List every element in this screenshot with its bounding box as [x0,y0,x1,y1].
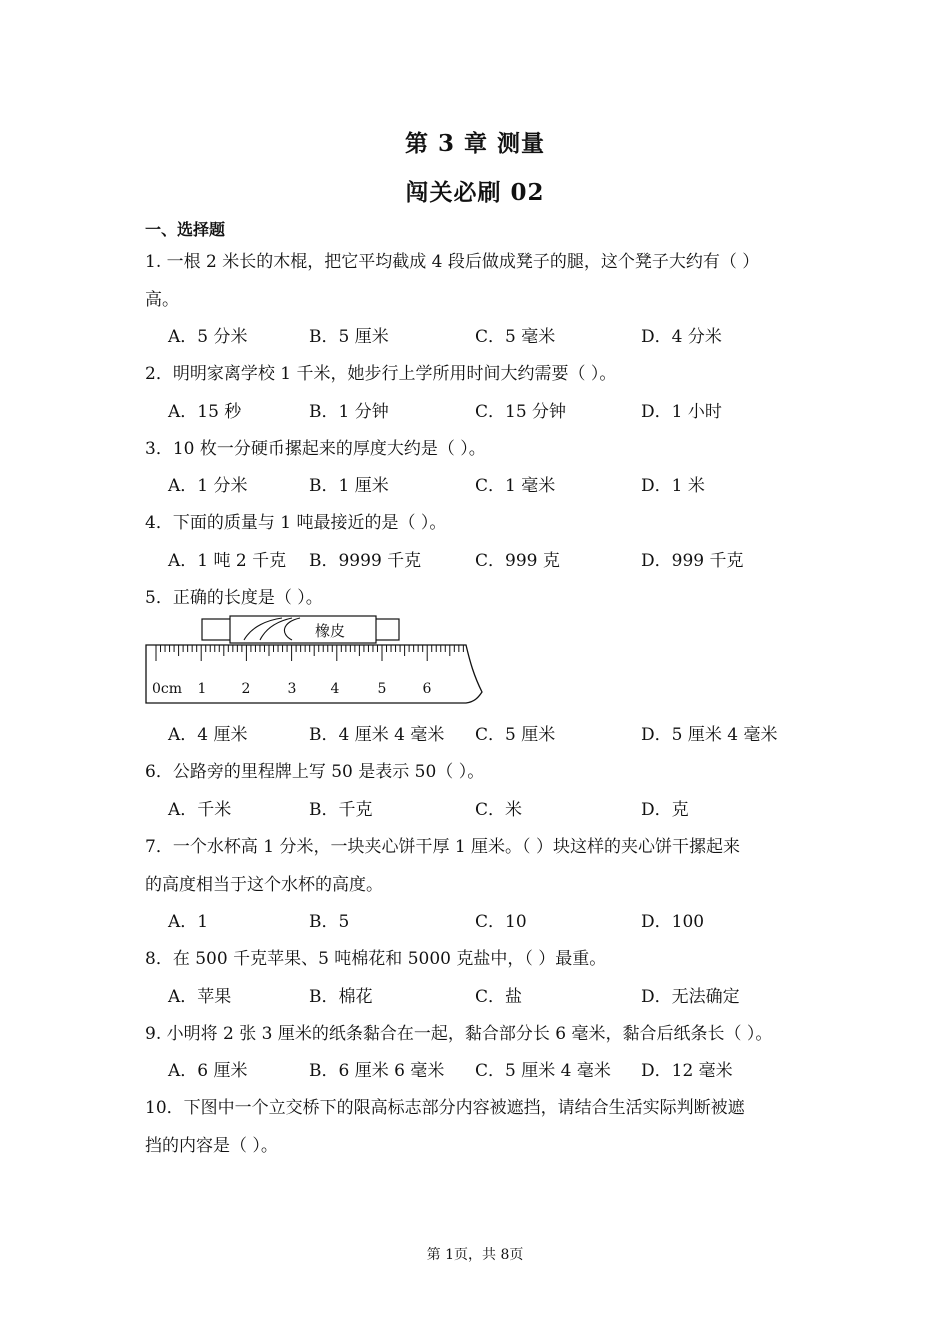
option-a[interactable]: A．1 [168,912,209,932]
question-10-line-2: 挡的内容是（ ）。 [145,1136,278,1156]
option-b[interactable]: B．9999 千克 [309,551,422,571]
question-5-options [168,720,848,744]
option-c[interactable]: C．5 毫米 [475,327,556,347]
option-b[interactable]: B．1 厘米 [309,476,389,496]
ruler-label-5: 5 [377,681,387,697]
option-c[interactable]: C．1 毫米 [475,476,556,496]
question-6-line-1: 6．公路旁的里程牌上写 50 是表示 50（ ）。 [145,762,485,782]
question-7-line-2: 的高度相当于这个水杯的高度。 [145,875,383,895]
option-b[interactable]: B．棉花 [309,987,373,1007]
option-b[interactable]: B．5 [309,912,350,932]
question-10-line-1: 10．下图中一个立交桥下的限高标志部分内容被遮挡，请结合生活实际判断被遮 [145,1098,745,1118]
option-d[interactable]: D．无法确定 [641,987,740,1007]
option-d[interactable]: D．999 千克 [641,551,744,571]
ruler-label-1: 1 [197,681,207,697]
ruler-label-3: 3 [287,681,297,697]
ruler-label-0cm: 0cm [152,681,183,697]
option-c[interactable]: C．10 [475,912,527,932]
question-3-options [168,471,848,495]
option-a[interactable]: A．4 厘米 [168,725,248,745]
option-a[interactable]: A．千米 [168,800,232,820]
question-5-line-1: 5．正确的长度是（ ）。 [145,588,323,608]
question-7-options [168,907,848,931]
ruler-eraser-figure [140,612,490,710]
option-b[interactable]: B．4 厘米 4 毫米 [309,725,445,745]
option-c[interactable]: C．5 厘米 4 毫米 [475,1061,611,1081]
question-9-line-1: 9. 小明将 2 张 3 厘米的纸条黏合在一起，黏合部分长 6 毫米，黏合后纸条长（ ）。 [145,1024,773,1044]
question-4-line-1: 4．下面的质量与 1 吨最接近的是（ ）。 [145,513,447,533]
question-1-line-1: 1. 一根 2 米长的木棍，把它平均截成 4 段后做成凳子的腿，这个凳子大约有（ ） [145,252,760,272]
option-b[interactable]: B．千克 [309,800,373,820]
option-c[interactable]: C．15 分钟 [475,402,567,422]
section-heading: 一、选择题 [145,220,226,239]
option-a[interactable]: A．5 分米 [168,327,248,347]
option-a[interactable]: A．15 秒 [168,402,242,422]
option-d[interactable]: D．1 米 [641,476,705,496]
ruler-label-4: 4 [330,681,340,697]
question-6-options [168,795,848,819]
option-b[interactable]: B．5 厘米 [309,327,389,347]
question-2-line-1: 2．明明家离学校 1 千米，她步行上学所用时间大约需要（ ）。 [145,364,617,384]
question-4-options [168,546,848,570]
question-8-options [168,982,848,1006]
option-d[interactable]: D．4 分米 [641,327,722,347]
question-8-line-1: 8．在 500 千克苹果、5 吨棉花和 5000 克盐中，（ ）最重。 [145,949,607,969]
option-d[interactable]: D．12 毫米 [641,1061,733,1081]
option-c[interactable]: C．米 [475,800,523,820]
option-c[interactable]: C．999 克 [475,551,560,571]
option-c[interactable]: C．5 厘米 [475,725,556,745]
option-c[interactable]: C．盐 [475,987,523,1007]
option-b[interactable]: B．6 厘米 6 毫米 [309,1061,445,1081]
ruler-label-6: 6 [422,681,432,697]
option-d[interactable]: D．100 [641,912,705,932]
question-3-line-1: 3．10 枚一分硬币摞起来的厚度大约是（ ）。 [145,439,486,459]
option-a[interactable]: A．6 厘米 [168,1061,248,1081]
question-1-line-2: 高。 [145,290,179,310]
option-d[interactable]: D．5 厘米 4 毫米 [641,725,778,745]
option-a[interactable]: A．苹果 [168,987,232,1007]
option-d[interactable]: D．1 小时 [641,402,722,422]
eraser-sleeve [230,616,376,643]
option-a[interactable]: A．1 吨 2 千克 [168,551,287,571]
chapter-title: 第 3 章 测量 [404,130,546,157]
question-9-options [168,1056,848,1080]
page-footer: 第 1页，共 8页 [426,1247,524,1263]
question-2-options [168,397,848,421]
question-7-line-1: 7．一个水杯高 1 分米，一块夹心饼干厚 1 厘米。（ ）块这样的夹心饼干摞起来 [145,837,740,857]
option-a[interactable]: A．1 分米 [168,476,248,496]
eraser-label: 橡皮 [314,622,346,640]
option-d[interactable]: D．克 [641,800,689,820]
question-1-options [168,322,848,346]
option-b[interactable]: B．1 分钟 [309,402,389,422]
page-subtitle: 闯关必刷 02 [405,179,545,206]
ruler-label-2: 2 [241,681,251,697]
